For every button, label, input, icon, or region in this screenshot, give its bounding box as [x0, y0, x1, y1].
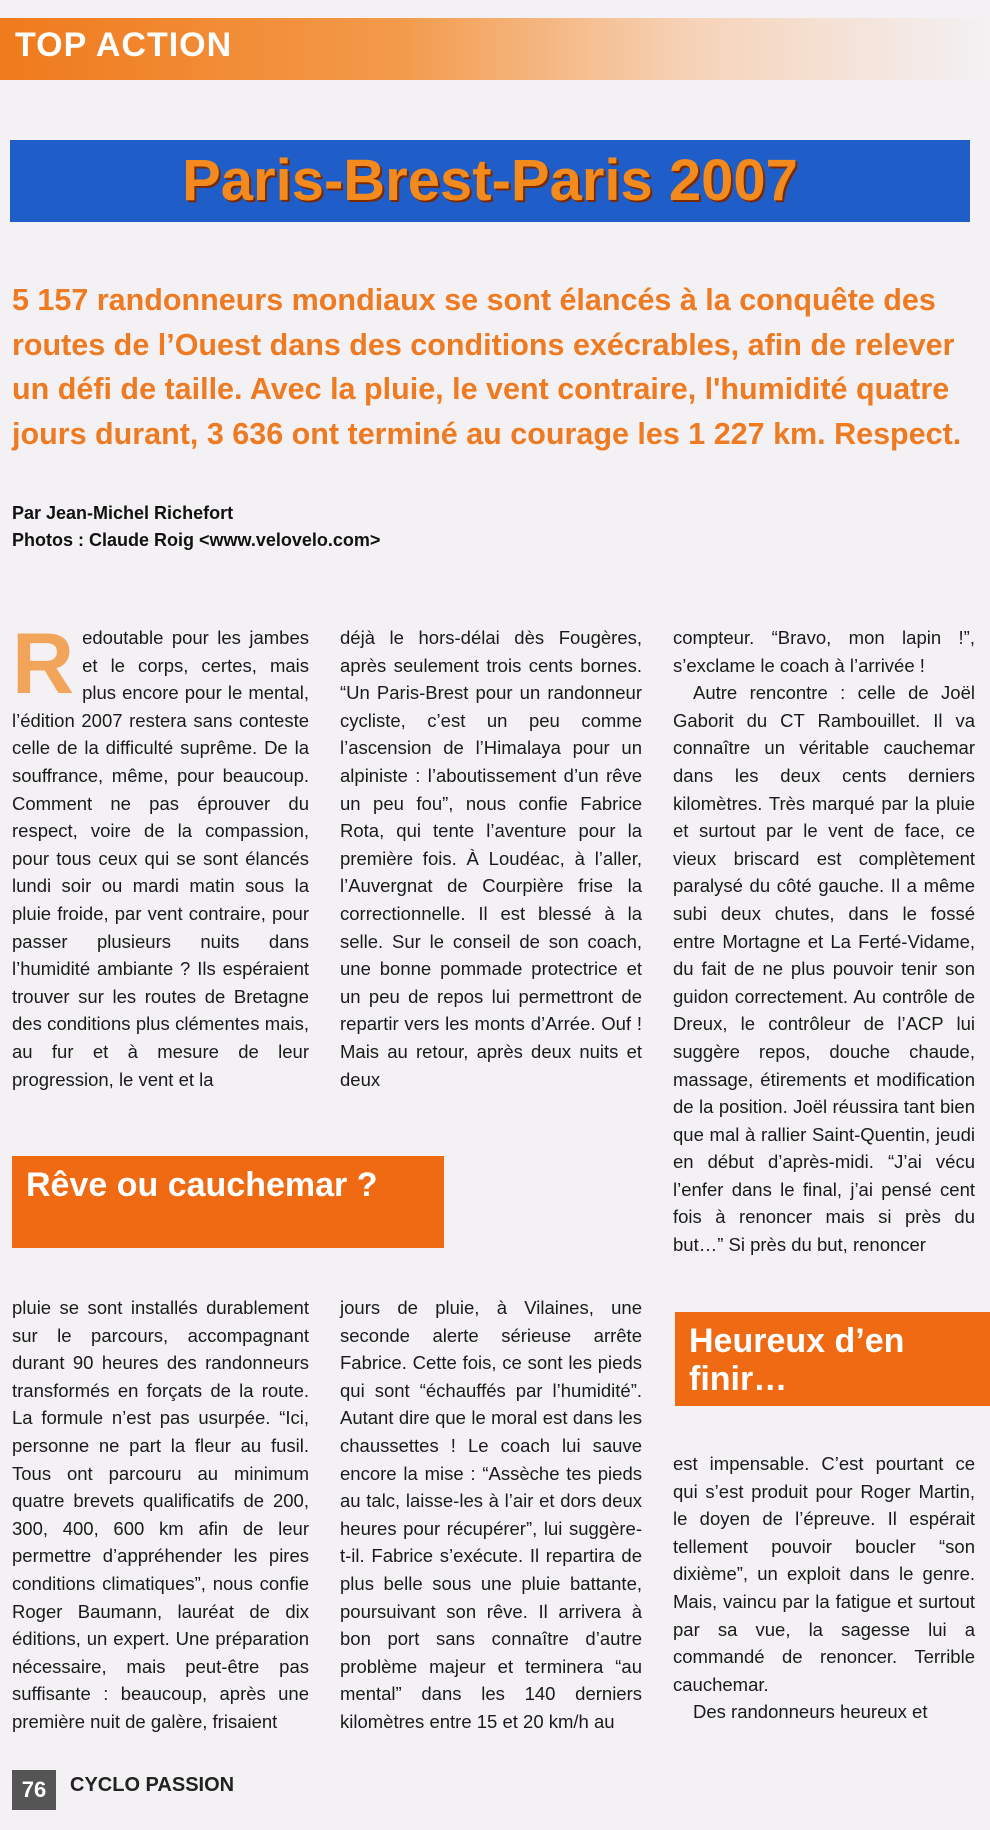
- col1-top-text: edoutable pour les jambes et le corps, certes, mais plus encore pour le mental, l’édition 2007 restera sans conteste celle de la difficulté suprême. De la souffrance, même, pour beaucoup. Comment ne pas éprouver du respect, voire de la compassion, pour tous ceux qui se sont élancés lundi soir ou mardi matin sous la pluie froide, par vent contraire, pour passer plusieurs nuits dans l’humidité ambiante ? Ils espéraient trouver sur les routes de Bretagne des conditions plus clémentes mais, au fur et à mesure de leur progression, le vent et la: [12, 627, 309, 1090]
- page-title: Paris-Brest-Paris 2007: [182, 148, 798, 213]
- subhead-reve-ou-cauchemar: Rêve ou cauchemar ?: [12, 1156, 444, 1248]
- byline-photos: Photos : Claude Roig <www.velovelo.com>: [12, 530, 381, 550]
- col1-bottom-text: pluie se sont installés durablement sur le parcours, accompagnant durant 90 heures des randonneurs transformés en forçats de la route. La formule n’est pas usurpée. “Ici, personne ne part la fleur au fusil. Tous ont parcouru au minimum quatre brevets qualificatifs de 200, 300, 400, 600 km afin de leur permettre d’appréhender les pires conditions climatiques”, nous confie Roger Baumann, lauréat de dix éditions, un expert. Une préparation nécessaire, mais peut-être pas suffisante : beaucoup, après une première nuit de galère, frisaient: [12, 1297, 309, 1732]
- section-label: TOP ACTION: [15, 26, 233, 64]
- col3-bottom-text-1: est impensable. C’est pourtant ce qui s’est produit pour Roger Martin, le doyen de l’épreuve. Il espérait tellement pouvoir boucler “son dixième”, un exploit dans le genre. Mais, vaincu par la fatigue et surtout par sa vue, la sagesse lui a commandé de renoncer. Terrible cauchemar.: [673, 1453, 975, 1695]
- page-number: 76: [12, 1770, 56, 1810]
- column-1-bottom: [12, 1294, 309, 1736]
- drop-cap: R: [12, 616, 75, 712]
- col2-top-text: déjà le hors-délai dès Fougères, après seulement trois cents bornes. “Un Paris-Brest pour un randonneur cycliste, c’est un peu comme l’ascension de l’Himalaya pour un alpiniste : l’aboutissement d’un rêve un peu fou”, nous confie Fabrice Rota, qui tente l’aventure pour la première fois. À Loudéac, à l’aller, l’Auvergnat de Courpière frise la correctionnelle. Il est blessé à la selle. Sur le conseil de son coach, une bonne pommade protectrice et un peu de repos lui permettront de repartir vers les monts d’Arrée. Ouf ! Mais au retour, après deux nuits et deux: [340, 627, 642, 1090]
- subhead-heureux-d-en-finir: Heureux d’en finir…: [675, 1312, 990, 1406]
- lead-paragraph: 5 157 randonneurs mondiaux se sont élancés à la conquête des routes de l’Ouest dans des conditions exécrables, afin de relever un défi de taille. Avec la pluie, le vent contraire, l'humidité quatre jours durant, 3 636 ont terminé au courage les 1 227 km. Respect.: [12, 283, 962, 451]
- byline-author: Par Jean-Michel Richefort: [12, 503, 234, 523]
- column-1-top: [12, 616, 309, 1093]
- column-2-top: [340, 624, 642, 1093]
- col2-bottom-text: jours de pluie, à Vilaines, une seconde alerte sérieuse arrête Fabrice. Cette fois, ce sont les pieds qui sont “échauffés par l’humidité”. Autant dire que le moral est dans les chaussettes ! Le coach lui sauve encore la mise : “Assèche tes pieds au talc, laisse-les à l’air et dors deux heures pour récupérer”, lui suggère-t-il. Fabrice s’exécute. Il repartira de plus belle sous une pluie battante, poursuivant son rêve. Il arrivera à bon port sans connaître d’autre problème majeur et terminera “au mental” dans les 140 derniers kilomètres entre 15 et 20 km/h au: [340, 1297, 642, 1732]
- col3-bottom-text-2: Des randonneurs heureux et: [693, 1701, 928, 1723]
- column-2-bottom: [340, 1294, 642, 1736]
- col3-top-text-2: Autre rencontre : celle de Joël Gaborit du CT Rambouillet. Il va connaître un véritable cauchemar dans les deux cents derniers kilomètres. Très marqué par la pluie et surtout par le vent de face, ce vieux briscard est complètement paralysé du côté gauche. Il a même subi deux chutes, dans le fossé entre Mortagne et La Ferté-Vidame, du fait de ne plus pouvoir tenir son guidon correctement. Au contrôle de Dreux, le contrôleur de l’ACP lui suggère repos, douche chaude, massage, étirements et modification de la position. Joël réussira tant bien que mal à rallier Saint-Quentin, jeudi en début d’après-midi. “J’ai vécu l’enfer dans le final, j’ai pensé cent fois à renoncer mais si près du but…” Si près du but, renoncer: [673, 682, 975, 1256]
- title-banner: [10, 140, 970, 222]
- magazine-name: CYCLO PASSION: [70, 1774, 235, 1796]
- col3-top-text-1: compteur. “Bravo, mon lapin !”, s’exclame le coach à l’arrivée !: [673, 627, 975, 676]
- column-3-bottom: [673, 1450, 975, 1726]
- column-3-top: [673, 624, 975, 1259]
